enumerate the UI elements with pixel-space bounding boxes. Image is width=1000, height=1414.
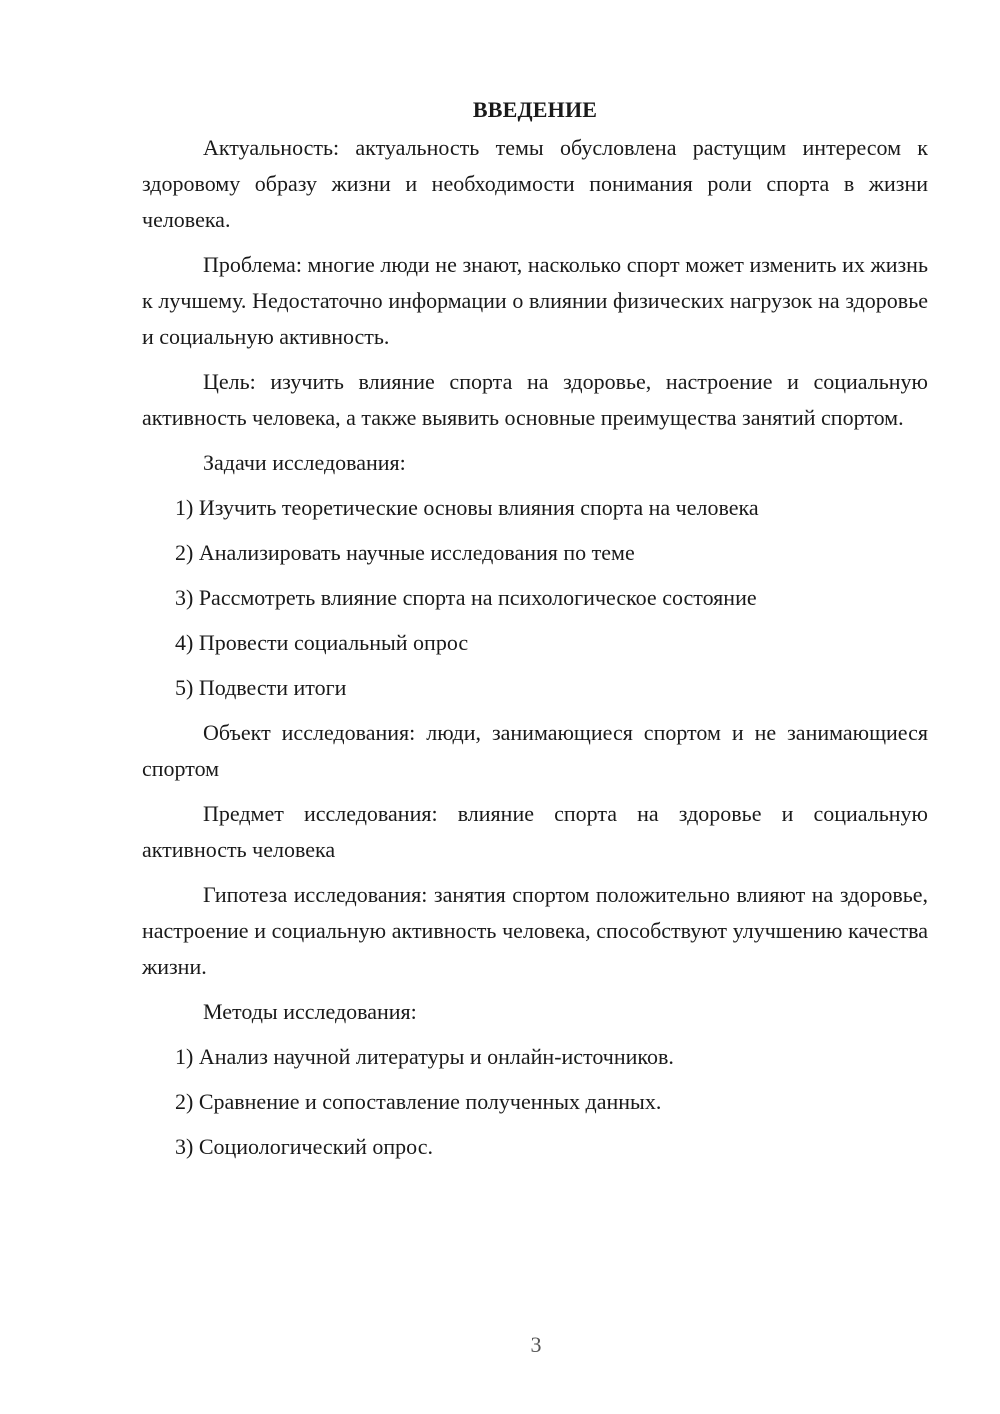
method-item: 2) Сравнение и сопоставление полученных данных. (175, 1089, 662, 1114)
object-paragraph: Объект исследования: люди, занимающиеся спортом и не занимающиеся спортом (142, 720, 928, 781)
methods-list (142, 1039, 928, 1165)
task-item: 1) Изучить теоретические основы влияния спорта на человека (175, 495, 759, 520)
tasks-list (142, 490, 928, 706)
page-title: ВВЕДЕНИЕ (472, 97, 598, 122)
task-item: 2) Анализировать научные исследования по теме (175, 540, 635, 565)
tasks-heading: Задачи исследования: (203, 450, 406, 475)
problem-paragraph: Проблема: многие люди не знают, насколько спорт может изменить их жизнь к лучшему. Недостаточно информации о влиянии физических нагрузок на здоровье и социальную активность. (142, 252, 928, 349)
page-number: 3 (530, 1332, 542, 1357)
task-item: 3) Рассмотреть влияние спорта на психологическое состояние (175, 585, 757, 610)
method-item: 1) Анализ научной литературы и онлайн-источников. (175, 1044, 674, 1069)
task-item: 4) Провести социальный опрос (175, 630, 469, 655)
methods-heading: Методы исследования: (203, 999, 417, 1024)
relevance-paragraph: Актуальность: актуальность темы обусловлена растущим интересом к здоровому образу жизни и необходимости понимания роли спорта в жизни человека. (142, 135, 928, 232)
task-item: 5) Подвести итоги (175, 675, 347, 700)
page-content (142, 92, 928, 1174)
method-item: 3) Социологический опрос. (175, 1134, 433, 1159)
goal-paragraph: Цель: изучить влияние спорта на здоровье, настроение и социальную активность человека, а также выявить основные преимущества занятий спортом. (142, 369, 928, 430)
hypothesis-paragraph: Гипотеза исследования: занятия спортом положительно влияют на здоровье, настроение и социальную активность человека, способствуют улучшению качества жизни. (142, 882, 928, 979)
subject-paragraph: Предмет исследования: влияние спорта на здоровье и социальную активность человека (142, 801, 928, 862)
